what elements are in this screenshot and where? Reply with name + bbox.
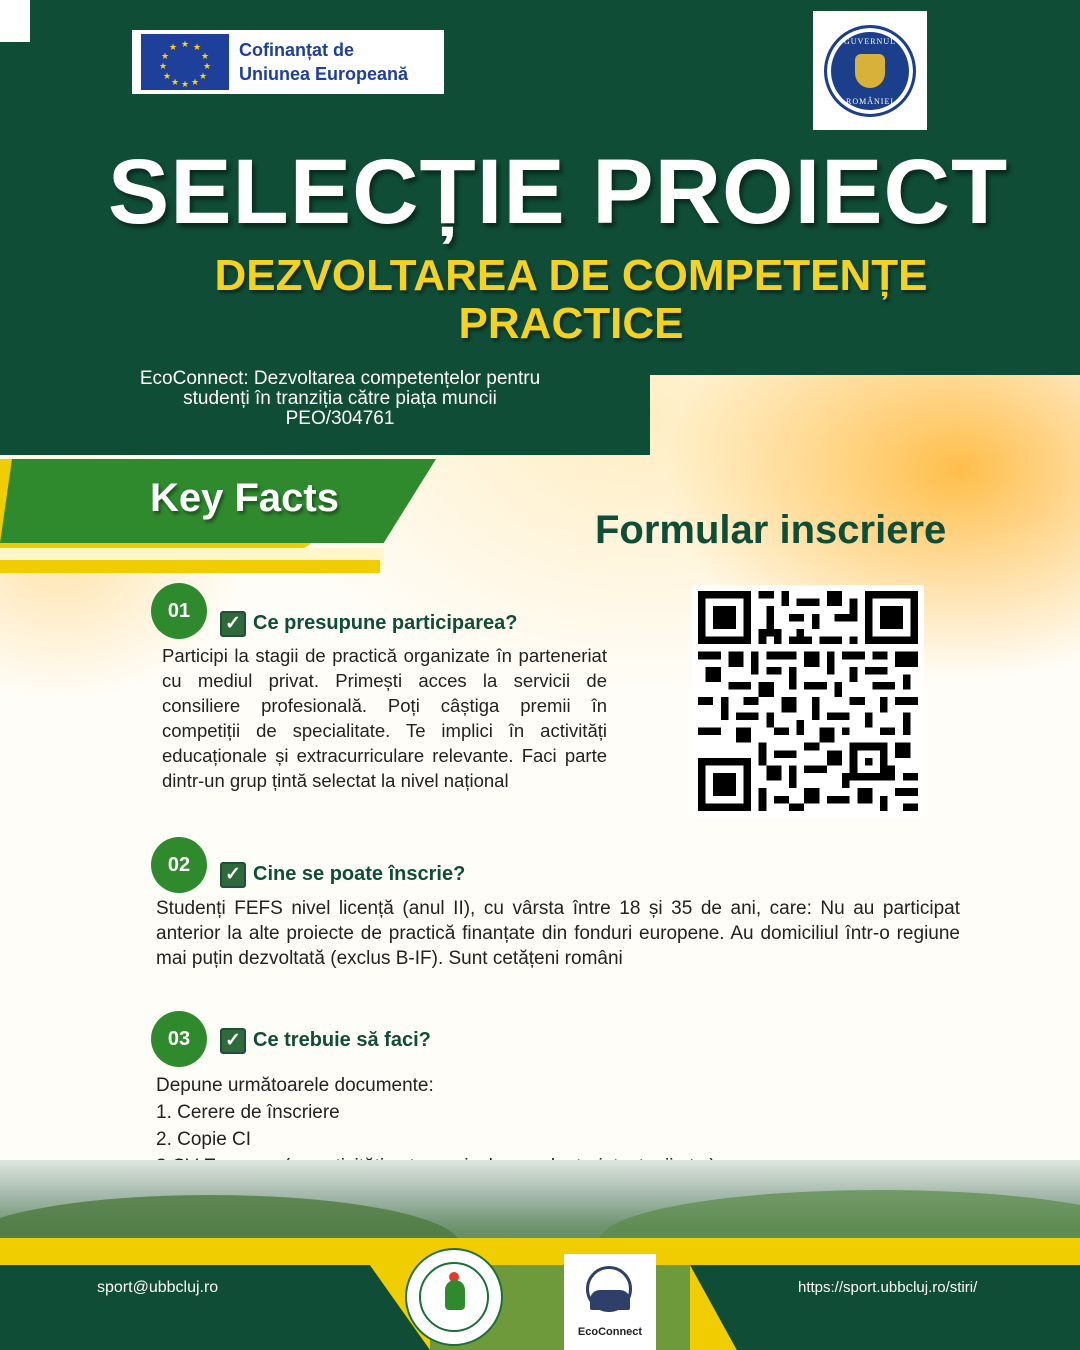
checkbox-icon: ✓ [220,611,246,637]
key-facts-stripe-yellow [0,560,380,573]
page-subtitle: DEZVOLTAREA DE COMPETENȚE PRACTICE [214,251,928,348]
registration-qr-code[interactable] [692,585,924,817]
eagle-icon [855,54,885,88]
people-icon [590,1290,630,1310]
eu-logo-text [239,38,408,86]
qr-code-icon [698,591,918,811]
key-facts-label: Key Facts [150,476,339,520]
section-03-question: Ce trebuie să faci? [253,1029,431,1051]
seal-bottom-text: ROMÂNIEI [846,96,894,106]
project-line2: studenți în tranziția către piața muncii [183,388,497,409]
corner-mark [0,0,30,42]
ecoconnect-logo [564,1254,656,1350]
project-description [60,369,620,429]
checkbox-icon: ✓ [220,1028,246,1054]
eu-logo-line1: Cofinanțat de [239,40,354,60]
list-item: 2. Copie CI [156,1129,252,1150]
eu-flag-icon: ★ ★ ★ ★ ★ ★ ★ ★ ★ ★ ★ ★ [141,34,229,90]
contact-email-link[interactable]: sport@ubbcluj.ro [97,1279,219,1296]
eu-logo-line2: Uniunea Europeană [239,64,409,84]
section-02-question: Cine se poate înscrie? [253,863,466,885]
footer-right-panel [690,1265,1080,1350]
documents-intro: Depune următoarele documente: [156,1075,434,1096]
section-01-question: Ce presupune participarea? [253,612,518,634]
section-number-02: 02 [151,837,207,893]
section-number-01: 01 [151,583,207,639]
government-seal-icon [824,25,916,117]
section-01-text: Participi la stagii de practică organizate în parteneriat cu mediul privat. Primești acces la servicii de consiliere profesională. Poți câștiga premii în competiții de specialitate. Te implici în activități educaționale și extracurriculare relevante. Faci parte dintr-un grup țintă selectat la nivel național [162,645,607,791]
eu-cofinancing-logo [132,30,444,94]
project-line1: EcoConnect: Dezvoltarea competențelor pentru [139,368,541,389]
project-code: PEO/304761 [285,408,395,429]
romanian-government-logo [813,11,927,130]
checkbox-icon: ✓ [220,862,246,888]
seal-top-text: GUVERNUL [844,36,896,46]
list-item: 1. Cerere de înscriere [156,1102,340,1123]
ecoconnect-logo-text: EcoConnect [577,1326,643,1338]
form-title: Formular inscriere [595,508,947,552]
footer-left-panel [0,1265,430,1350]
section-02-text: Studenți FEFS nivel licență (anul II), cu vârsta între 18 și 35 de ani, care: Nu au participat anterior la alte proiecte de practică finanțate din fonduri europene. Au domiciliul într-o regiune mai puțin dezvoltată (exclus B-IF). Sunt cetățeni români [156,898,960,969]
athlete-icon [445,1280,465,1310]
page-title: SELECȚIE PROIECT [107,141,1009,243]
section-number-03: 03 [151,1011,207,1067]
ubb-sport-faculty-logo [405,1248,503,1346]
website-link[interactable]: https://sport.ubbcluj.ro/stiri/ [798,1279,978,1296]
